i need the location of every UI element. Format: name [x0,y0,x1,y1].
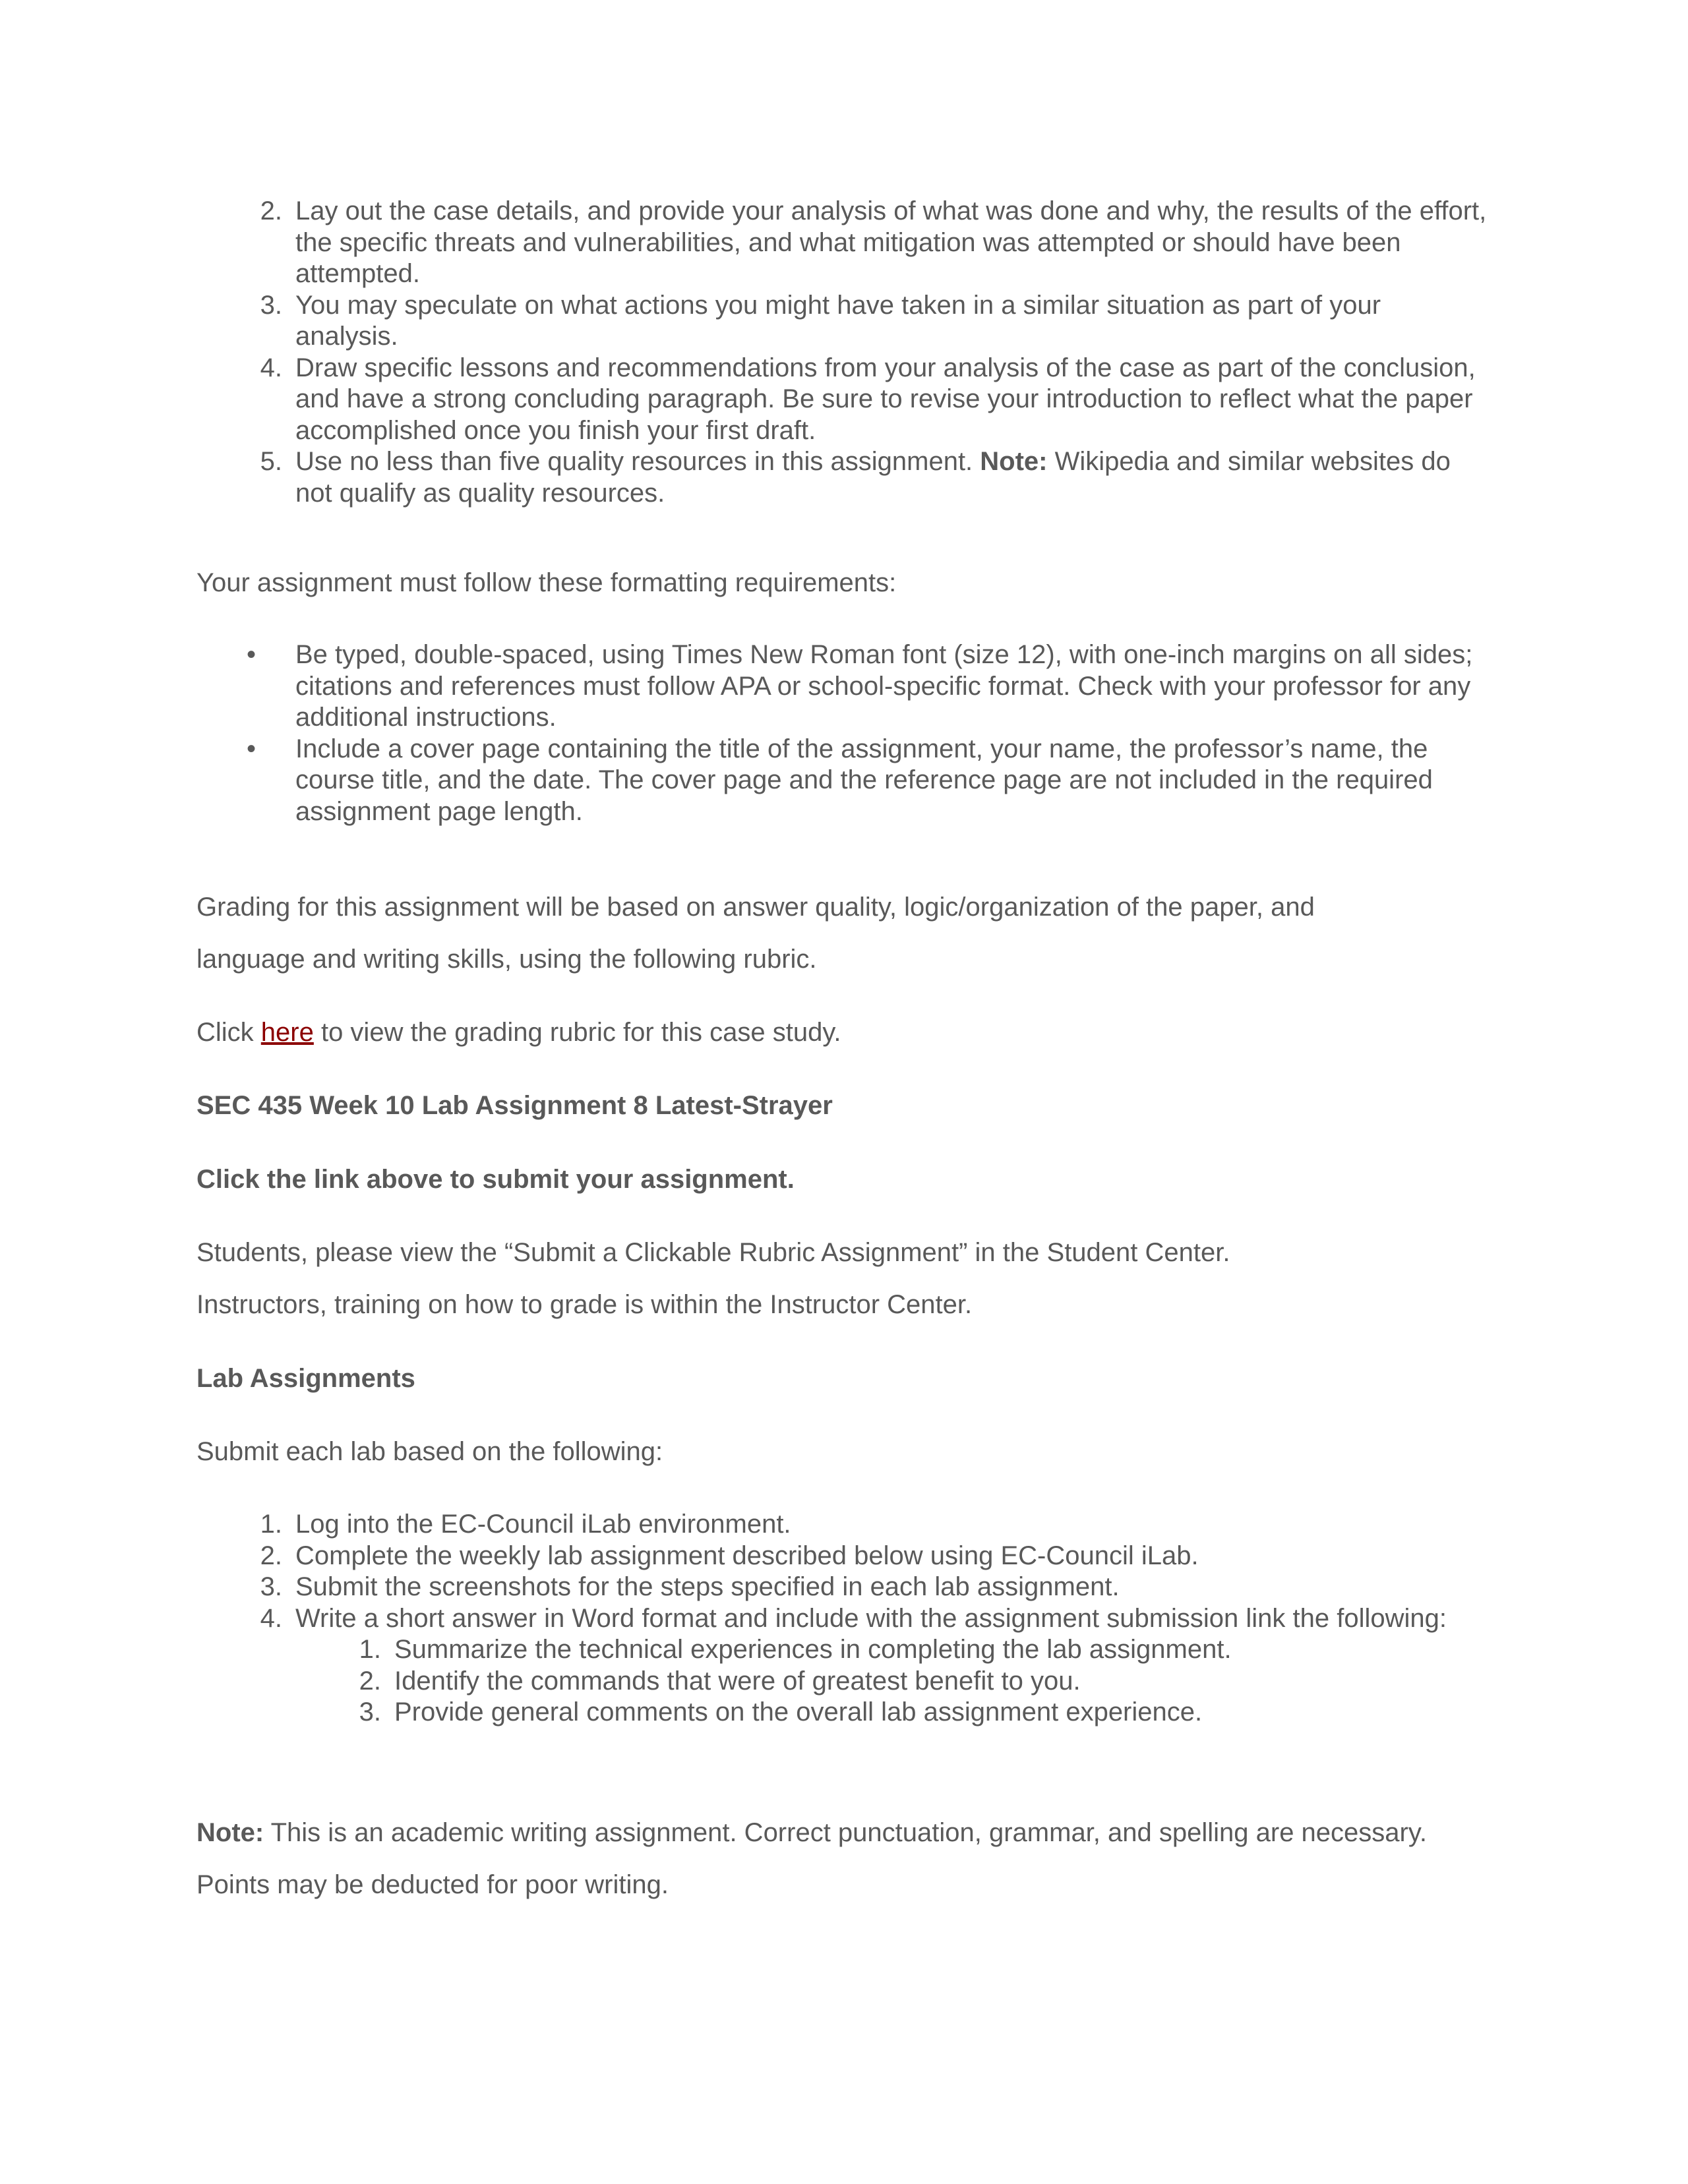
list-item-text: Submit the screenshots for the steps specified in each lab assignment. [295,1572,1120,1601]
list-item [196,290,1489,353]
note-label: Note: [196,1818,264,1847]
list-number: 1. [260,1510,282,1539]
formatting-list [196,639,1489,827]
list-item [196,639,1489,734]
list-item [196,1509,1489,1541]
list-item [295,1666,1489,1697]
rubric-suffix: to view the grading rubric for this case study. [313,1018,841,1047]
list-item-text: Log into the EC-Council iLab environment. [295,1510,791,1539]
final-note-line-2: Points may be deducted for poor writing. [196,1870,669,1899]
final-note-line-1 [196,1817,1489,1849]
list-item-text: Complete the weekly lab assignment described below using EC-Council iLab. [295,1541,1199,1570]
students-note: Students, please view the “Submit a Clickable Rubric Assignment” in the Student Center. [196,1238,1230,1267]
submit-intro: Submit each lab based on the following: [196,1437,663,1466]
rubric-here-link[interactable]: here [260,1018,314,1047]
list-item-text: Summarize the technical experiences in completing the lab assignment. [394,1635,1232,1664]
list-item-text: Include a cover page containing the title of the assignment, your name, the professor’s name, the course title, and the date. The cover page and the reference page are not included in the required assignment page length. [295,734,1433,826]
instructors-note: Instructors, training on how to grade is within the Instructor Center. [196,1290,973,1319]
list-item [196,446,1489,509]
note-label: Note: [980,447,1048,476]
list-item-text: Lay out the case details, and provide your analysis of what was done and why, the results of the effort, the specific threats and vulnerabilities, and what mitigation was attempted or should have been attempted. [295,196,1487,288]
list-number: 4. [260,1603,282,1633]
list-item-text: You may speculate on what actions you might have taken in a similar situation as part of your analysis. [295,290,1381,351]
list-item-text: Write a short answer in Word format and include with the assignment submission link the following: [295,1603,1447,1633]
list-item [196,196,1489,290]
final-note-text: This is an academic writing assignment. Correct punctuation, grammar, and spelling are necessary. [264,1818,1428,1847]
list-item [295,1634,1489,1666]
bullet-icon: • [247,734,256,763]
list-number: 3. [260,290,282,320]
formatting-intro: Your assignment must follow these formatting requirements: [196,568,897,597]
bullet-icon: • [247,640,256,669]
list-item [196,734,1489,828]
list-number: 1. [359,1635,381,1664]
list-number: 2. [260,1541,282,1570]
rubric-line [196,1017,1489,1049]
list-number: 5. [260,447,282,476]
list-number: 4. [260,353,282,382]
list-item [295,1697,1489,1728]
list-item [196,1603,1489,1728]
list-number: 2. [260,196,282,225]
lab-assignment-heading: SEC 435 Week 10 Lab Assignment 8 Latest-Strayer [196,1091,833,1120]
list-item-text: Wikipedia and similar websites do not qualify as quality resources. [295,447,1451,508]
list-item-text: Be typed, double-spaced, using Times New Roman font (size 12), with one-inch margins on all sides; citations and references must follow APA or school-specific format. Check with your professor for any additional instructions. [295,640,1473,732]
list-item-text: Provide general comments on the overall lab assignment experience. [394,1697,1203,1727]
lab-assignments-heading: Lab Assignments [196,1364,415,1393]
rubric-prefix: Click [196,1018,261,1047]
lab-substeps-list [295,1634,1489,1728]
lab-steps-list [196,1509,1489,1728]
submit-heading: Click the link above to submit your assignment. [196,1165,795,1194]
case-steps-list [196,196,1489,509]
list-item-text: Use no less than five quality resources in this assignment. [295,447,980,476]
list-number: 2. [359,1666,381,1696]
list-item [196,353,1489,447]
list-item-text: Draw specific lessons and recommendations from your analysis of the case as part of the conclusion, and have a strong concluding paragraph. Be sure to revise your introduction to reflect what the paper accomplished once you finish your first draft. [295,353,1476,445]
list-item-text: Identify the commands that were of greatest benefit to you. [394,1666,1081,1696]
list-number: 3. [260,1572,282,1601]
grading-line-1: Grading for this assignment will be based on answer quality, logic/organization of the paper, and [196,893,1315,922]
list-item [196,1541,1489,1572]
grading-line-2: language and writing skills, using the following rubric. [196,945,817,974]
list-item [196,1572,1489,1603]
list-number: 3. [359,1697,381,1727]
